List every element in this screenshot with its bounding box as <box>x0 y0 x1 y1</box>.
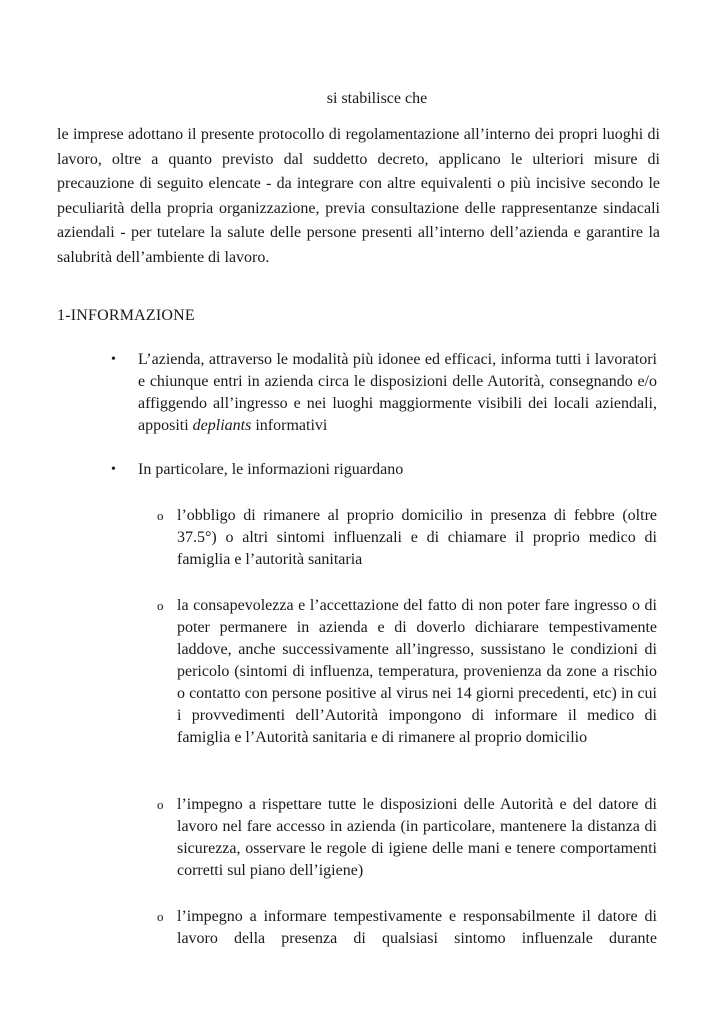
sub-item-text: l’obbligo di rimanere al proprio domicilio in presenza di febbre (oltre 37.5°) o altri sintomi influenzali e di chiamare il proprio medico di famiglia e l’autorità sanitaria <box>177 507 657 568</box>
sub-bullet-marker: o <box>157 797 164 812</box>
bullet-item <box>111 459 657 481</box>
sub-bullet-marker: o <box>157 598 164 613</box>
sub-item-text: la consapevolezza e l’accettazione del fatto di non poter fare ingresso o di poter permanere in azienda e di doverlo dichiarare tempestivamente laddove, anche successivamente all’ingresso, sussistano le condizioni di pericolo (sintomi di influenza, temperatura, provenienza da zone a rischio o contatto con persone positive al virus nei 14 giorni precedenti, etc) in cui i provvedimenti dell’Autorità impongono di informare il medico di famiglia e l’Autorità sanitaria e di rimanere al proprio domicilio <box>177 597 657 746</box>
bullet-marker: • <box>111 352 116 367</box>
bullet-text-part: L’azienda, attraverso le modalità più idonee ed efficaci, informa tutti i lavoratori e chiunque entri in azienda circa le disposizioni delle Autorità, consegnando e/o affiggendo all’ingresso e nei luoghi maggiormente visibili dei locali aziendali, appositi <box>138 351 657 434</box>
section-title: 1-INFORMAZIONE <box>57 307 195 324</box>
sub-bullet-marker: o <box>157 909 164 924</box>
sub-item-text: l’impegno a rispettare tutte le disposizioni delle Autorità e del datore di lavoro nel fare accesso in azienda (in particolare, mantenere la distanza di sicurezza, osservare le regole di igiene delle mani e tenere comportamenti corretti sul piano dell’igiene) <box>177 796 657 879</box>
bullet-text: In particolare, le informazioni riguardano <box>138 461 404 478</box>
sub-item-text: l’impegno a informare tempestivamente e responsabilmente il datore di lavoro della presenza di qualsiasi sintomo influenzale durante <box>177 908 657 947</box>
bullet-marker: • <box>111 462 116 477</box>
sub-bullet-marker: o <box>157 508 164 523</box>
bullet-text-part: informativi <box>251 417 328 434</box>
heading-si-stabilisce: si stabilisce che <box>326 90 428 107</box>
intro-paragraph: le imprese adottano il presente protocollo di regolamentazione all’interno dei propri luoghi di lavoro, oltre a quanto previsto dal suddetto decreto, applicano le ulteriori misure di precauzione di seguito elencate - da integrare con altre equivalenti o più incisive secondo le peculiarità della propria organizzazione, previa consultazione delle rappresentanze sindacali aziendali - per tutelare la salute delle persone presenti all’interno dell’azienda e garantire la salubrità dell’ambiente di lavoro. <box>57 126 660 266</box>
bullet-text-italic: depliants <box>192 417 252 434</box>
sub-list-item <box>157 794 657 882</box>
bullet-text <box>138 349 657 437</box>
sub-list-item <box>157 505 657 571</box>
sub-list-item <box>157 906 657 950</box>
bullet-item <box>111 349 657 437</box>
sub-list-item <box>157 595 657 749</box>
